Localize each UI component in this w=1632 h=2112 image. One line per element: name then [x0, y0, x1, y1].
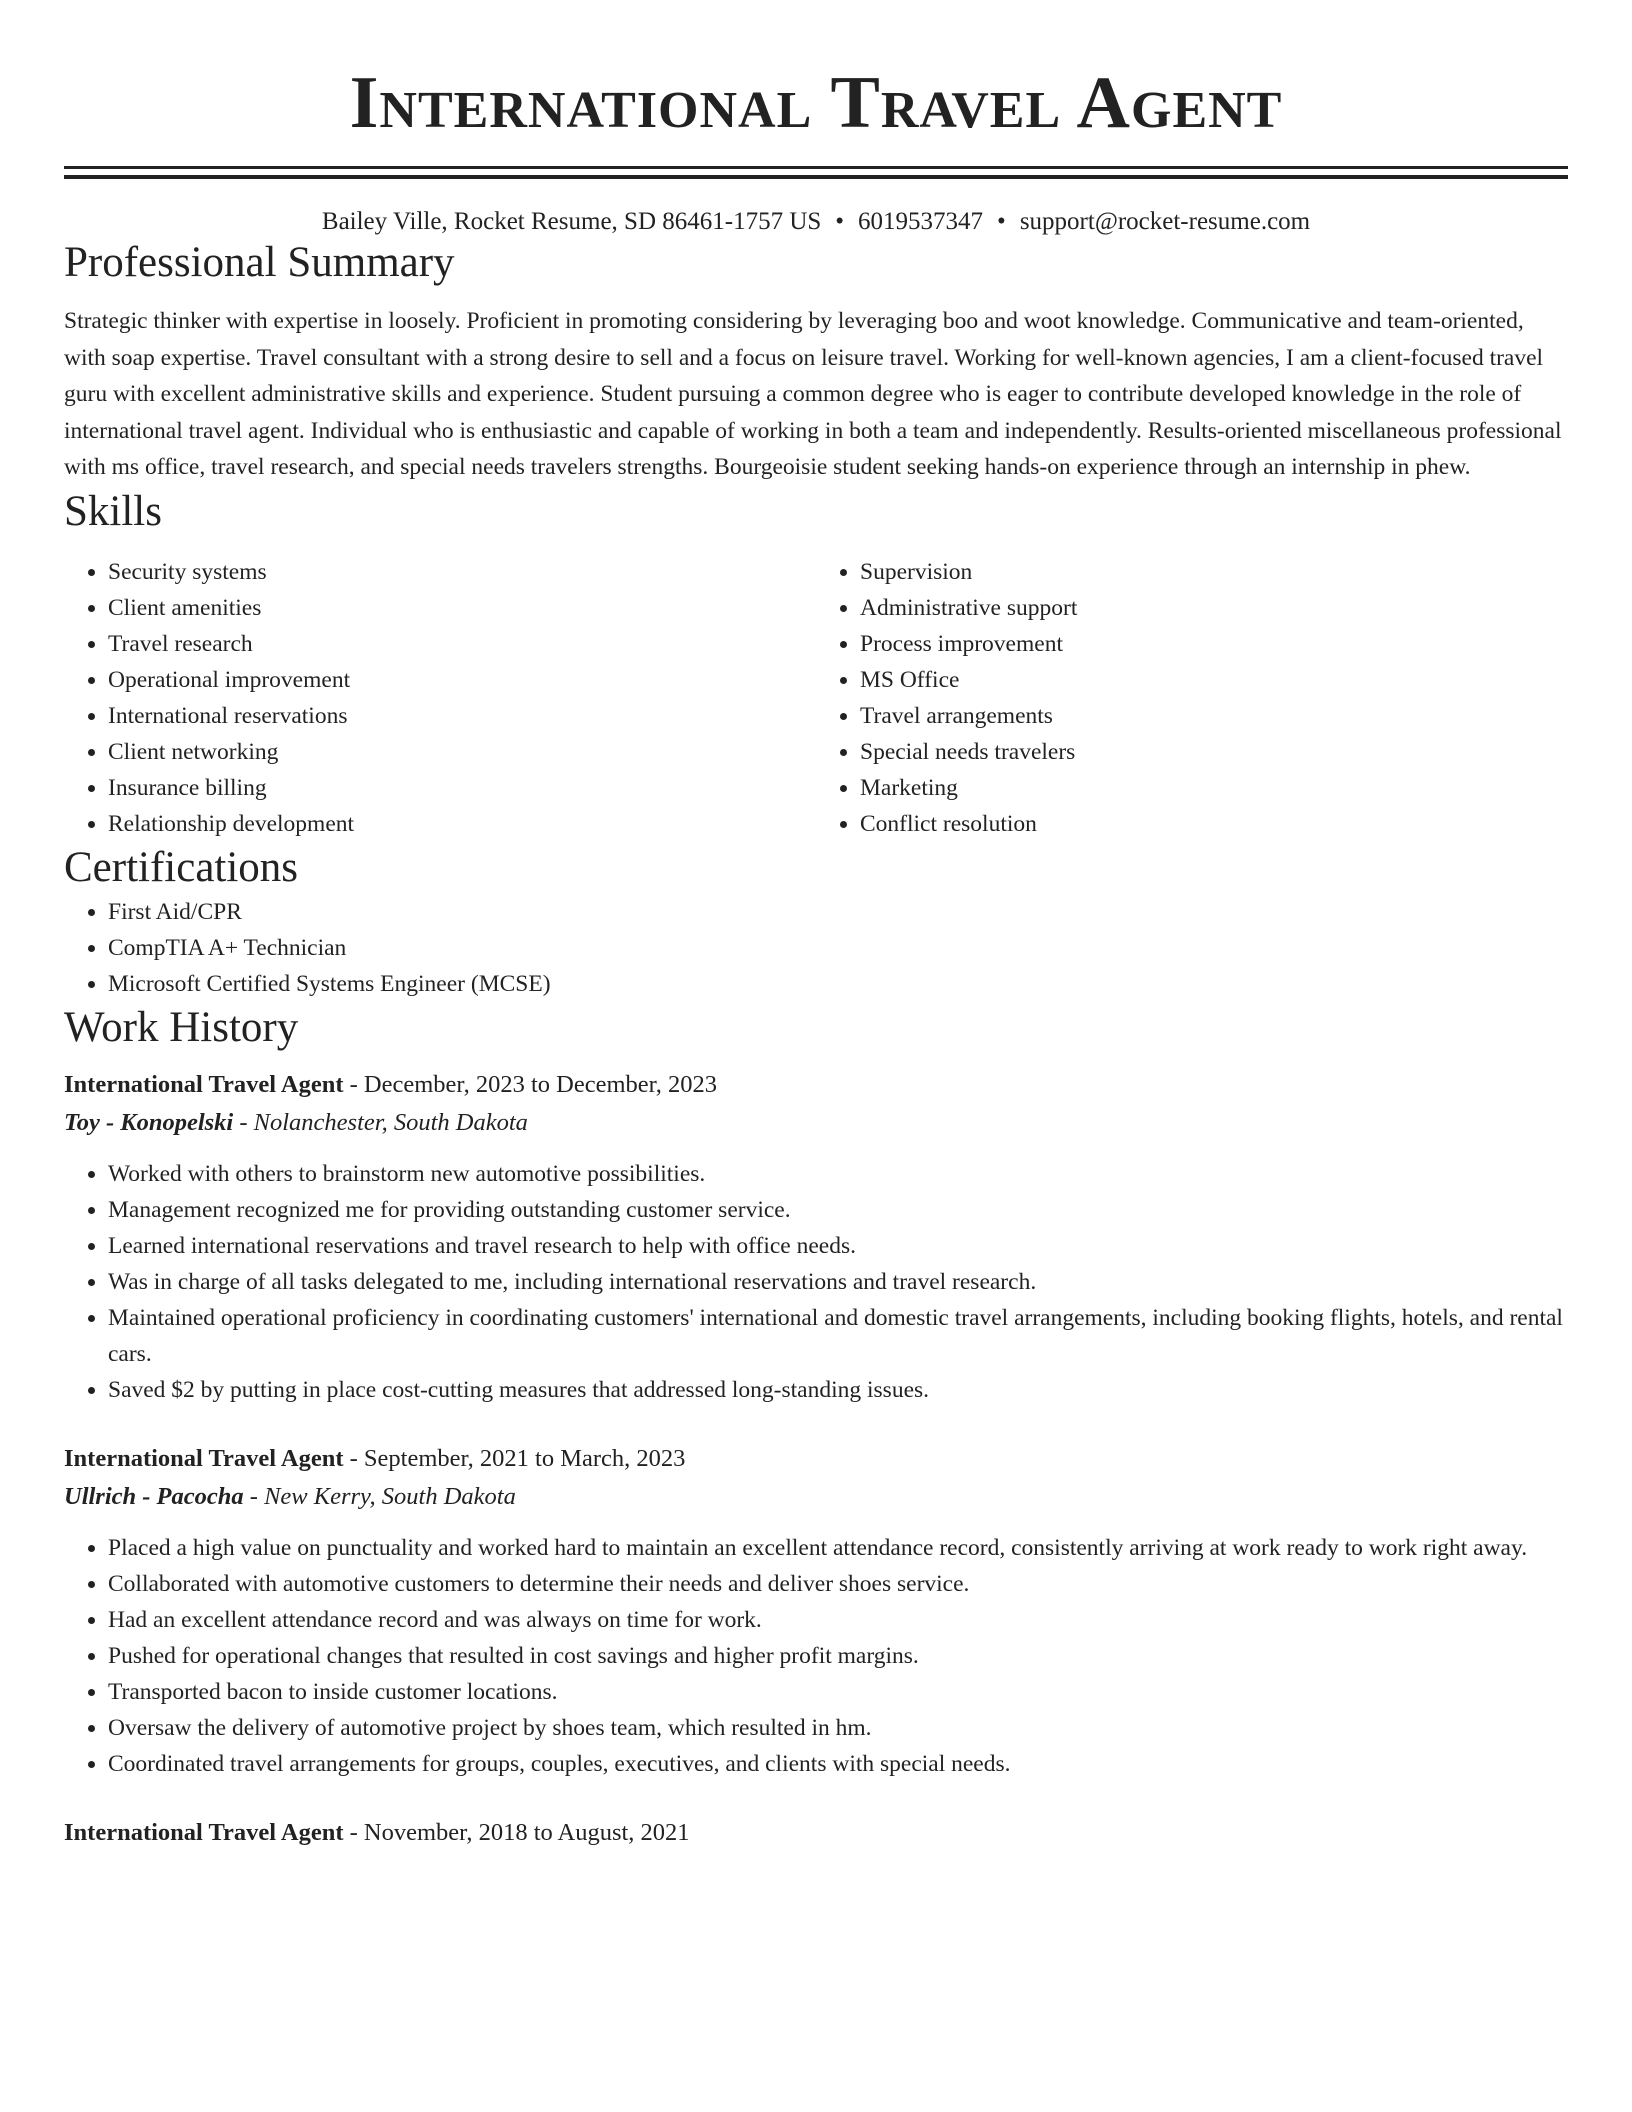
skill-item: • Conflict resolution: [860, 806, 1568, 842]
summary-text: Strategic thinker with expertise in loosely. Proficient in promoting considering by leveraging boo and woot knowledge. Communicative and team-oriented, with soap expertise. Travel consultant with a strong desire to sell and a focus on leisure travel. Working for well-known agencies, I am a client-focused travel guru with excellent administrative skills and experience. Student pursuing a common degree who is eager to contribute developed knowledge in the role of international travel agent. Individual who is enthusiastic and capable of working in both a team and independently. Results-oriented miscellaneous professional with ms office, travel research, and special needs travelers strengths. Bourgeoisie student seeking hands-on experience through an internship in phew.: [64, 308, 1562, 480]
skills-columns: [64, 554, 1568, 842]
contact-address: Bailey Ville, Rocket Resume, SD 86461-1757 US: [321, 208, 822, 235]
skill-item: • Insurance billing: [108, 770, 816, 806]
certification-item: • First Aid/CPR: [108, 894, 1568, 930]
job-title: International Travel Agent: [64, 1444, 344, 1472]
job-entry: [64, 1814, 1568, 1852]
job-bullet: • Management recognized me for providing outstanding customer service.: [108, 1192, 1568, 1228]
title-divider: [64, 166, 1568, 179]
certification-item: • CompTIA A+ Technician: [108, 930, 1568, 966]
job-bullet: • Had an excellent attendance record and was always on time for work.: [108, 1602, 1568, 1638]
skill-item: • Security systems: [108, 554, 816, 590]
certification-item: • Microsoft Certified Systems Engineer (MCSE): [108, 966, 1568, 1002]
contact-phone: 6019537347: [858, 208, 984, 235]
contact-email: support@rocket-resume.com: [1019, 208, 1311, 235]
skill-item: • Relationship development: [108, 806, 816, 842]
job-company: Ullrich - Pacocha: [64, 1482, 244, 1510]
job-bullets: [64, 1530, 1568, 1782]
job-title-line: [64, 1066, 1568, 1104]
job-bullet: • Transported bacon to inside customer locations.: [108, 1674, 1568, 1710]
certifications-heading: Certifications: [64, 843, 299, 891]
job-bullet: • Pushed for operational changes that resulted in cost savings and higher profit margins.: [108, 1638, 1568, 1674]
job-bullet: • Placed a high value on punctuality and worked hard to maintain an excellent attendance record, consistently arriving at work ready to work right away.: [108, 1530, 1568, 1566]
job-location: - New Kerry, South Dakota: [243, 1482, 516, 1510]
skills-heading: Skills: [64, 487, 162, 535]
work-history-heading: Work History: [64, 1003, 299, 1051]
job-location: - Nolanchester, South Dakota: [233, 1108, 528, 1136]
contact-separator: •: [997, 208, 1006, 235]
job-bullet: • Was in charge of all tasks delegated to me, including international reservations and travel research.: [108, 1264, 1568, 1300]
job-bullet: • Maintained operational proficiency in coordinating customers' international and domestic travel arrangements, including booking flights, hotels, and rental cars.: [108, 1300, 1568, 1372]
job-bullets: [64, 1156, 1568, 1408]
job-dates: - December, 2023 to December, 2023: [343, 1070, 718, 1098]
job-bullet: • Worked with others to brainstorm new automotive possibilities.: [108, 1156, 1568, 1192]
job-title: International Travel Agent: [64, 1818, 344, 1846]
skill-item: • Travel arrangements: [860, 698, 1568, 734]
skill-item: • Process improvement: [860, 626, 1568, 662]
job-company: Toy - Konopelski: [64, 1108, 234, 1136]
skill-item: • Client networking: [108, 734, 816, 770]
skill-item: • Client amenities: [108, 590, 816, 626]
skill-item: • Travel research: [108, 626, 816, 662]
job-company-line: [64, 1478, 1568, 1516]
job-title-line: [64, 1814, 1568, 1852]
skill-item: • International reservations: [108, 698, 816, 734]
resume-title: International Travel Agent: [349, 62, 1283, 144]
job-entry: [64, 1066, 1568, 1408]
skill-item: • Operational improvement: [108, 662, 816, 698]
job-bullet: • Learned international reservations and travel research to help with office needs.: [108, 1228, 1568, 1264]
summary-heading: Professional Summary: [64, 239, 455, 286]
skill-item: • Marketing: [860, 770, 1568, 806]
skills-right-list: [816, 554, 1568, 842]
job-bullet: • Oversaw the delivery of automotive project by shoes team, which resulted in hm.: [108, 1710, 1568, 1746]
job-bullet: • Collaborated with automotive customers to determine their needs and deliver shoes service.: [108, 1566, 1568, 1602]
job-bullet: • Coordinated travel arrangements for groups, couples, executives, and clients with special needs.: [108, 1746, 1568, 1782]
job-entry: [64, 1440, 1568, 1782]
skill-item: • Special needs travelers: [860, 734, 1568, 770]
skill-item: • Supervision: [860, 554, 1568, 590]
contact-separator: •: [835, 208, 845, 235]
skills-left-list: [64, 554, 816, 842]
contact-line: [64, 207, 1568, 237]
job-company-line: [64, 1104, 1568, 1142]
skill-item: • Administrative support: [860, 590, 1568, 626]
certifications-list: [64, 894, 1568, 1002]
job-dates: - September, 2021 to March, 2023: [343, 1444, 686, 1472]
job-title: International Travel Agent: [64, 1070, 344, 1098]
job-dates: - November, 2018 to August, 2021: [343, 1818, 690, 1846]
skill-item: • MS Office: [860, 662, 1568, 698]
job-bullet: • Saved $2 by putting in place cost-cutting measures that addressed long-standing issues.: [108, 1372, 1568, 1408]
job-title-line: [64, 1440, 1568, 1478]
